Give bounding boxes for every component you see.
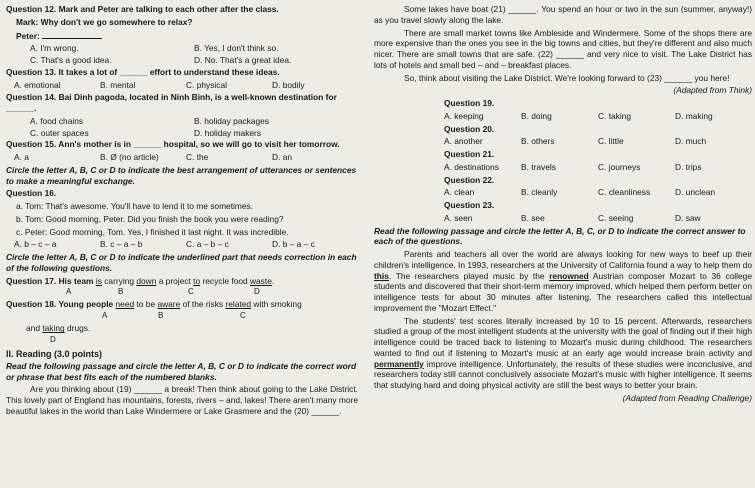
p5-text-1: Parents and teachers all over the world are always looking for new ways to beef up their children's intelligence. In 1993, researchers at the University of California found a way to help them do — [374, 249, 752, 270]
p5-text-2: . The researchers played music by the — [388, 270, 550, 281]
q20-option-d[interactable]: D. much — [675, 136, 707, 147]
q16-option-a[interactable]: A. b – c – a — [14, 239, 57, 250]
left-column — [6, 4, 358, 419]
q12-options-row1 — [6, 43, 358, 54]
q17-label-a: A — [66, 287, 72, 297]
passage-paragraph-5 — [374, 249, 752, 314]
q12-option-a[interactable]: A. I'm wrong. — [30, 43, 79, 54]
q16-option-d[interactable]: D. b – a – c — [272, 239, 315, 250]
q20-option-a[interactable]: A. another — [444, 136, 483, 147]
q13-option-c[interactable]: C. physical — [186, 79, 227, 90]
p5-underline-renowned: renowned — [549, 270, 589, 281]
q21-option-a[interactable]: A. destinations — [444, 161, 499, 172]
q18-text-1: to be — [134, 299, 158, 310]
q12-option-d[interactable]: D. No. That's a great idea. — [194, 55, 292, 65]
q22-option-b[interactable]: B. cleanly — [521, 187, 558, 198]
q14-option-d[interactable]: D. holiday makers — [194, 127, 262, 138]
passage-paragraph-2: Some lakes have boat (21) ______. You spend an hour or two in the sun (summer, anyway!) as you travel slowly along the lake. — [374, 4, 752, 25]
p6-text-1: The students' test scores literally increased by 10 to 15 percent. Afterwards, researchers studied a group of the most intelligent students at the university with the goal of finding out if their high intelligence could be traced back to listening to Mozart's music during childhood. The researchers wanted to find out if listening to Mozart's music at an early age would increase brain activity and — [374, 315, 752, 358]
q18-letter-label-d-row — [6, 335, 358, 345]
q17-underline-a[interactable]: is — [95, 275, 102, 286]
passage-paragraph-3: There are small market towns like Ambleside and Windermere. Some of the shops there are more expensive than the ones you see in the big towns and cities, but they're different and also much nicer. There are small towns that are safe. (22) ______ and very nice to visit. The Lake District has lots of hotels and small bed – and – breakfast places. — [374, 27, 752, 70]
q17-label-d: D — [254, 287, 260, 297]
q16-title: Question 16. — [6, 188, 57, 199]
q13-options — [6, 80, 358, 91]
q22-option-d[interactable]: D. unclean — [675, 187, 716, 198]
q18-underline-c[interactable]: related — [225, 299, 252, 310]
q23-option-d[interactable]: D. saw — [675, 212, 701, 223]
passage-paragraph-6 — [374, 316, 752, 391]
q19-options — [374, 111, 752, 122]
q20-option-b[interactable]: B. others — [521, 136, 555, 147]
instruction-reading-comprehension: Read the following passage and circle the letter A, B, C, or D to indicate the correct answer to each of the questions. — [374, 225, 746, 247]
q14-option-b[interactable]: B. holiday packages — [194, 115, 269, 126]
q15-option-a[interactable]: A. a — [14, 152, 29, 162]
q14-options-row2 — [6, 128, 358, 139]
q18-sentence — [6, 299, 358, 310]
q17-sentence — [6, 276, 358, 287]
q16-option-b[interactable]: B. c – a – b — [100, 239, 143, 250]
q18-text-4: and — [26, 323, 43, 334]
instruction-reading-cloze: Read the following passage and circle the letter A, B, C or D to indicate the correct word or phrase that best fits each of the numbered blanks. — [6, 360, 357, 382]
q17-text-2: a project — [156, 275, 194, 286]
p6-underline-permanently: permanently — [374, 358, 424, 369]
q19-option-b[interactable]: B. doing — [521, 110, 552, 121]
q23-option-a[interactable]: A. seen — [444, 212, 473, 223]
q23-options — [374, 213, 752, 224]
q16-line-b: b. Tom: Good morning, Peter. Did you finish the book you were reading? — [16, 213, 284, 224]
q18-sentence-line2 — [6, 323, 358, 334]
q19-option-a[interactable]: A. keeping — [444, 110, 484, 121]
q19-option-d[interactable]: D. making — [675, 110, 713, 121]
q22-option-a[interactable]: A. clean — [444, 187, 475, 198]
q21-options — [374, 162, 752, 173]
q12-peter-line — [6, 30, 358, 42]
q16-options — [6, 239, 358, 250]
q18-underline-d[interactable]: taking — [42, 323, 65, 334]
q12-options-row2 — [6, 55, 358, 66]
q14-option-a[interactable]: A. food chains — [30, 115, 84, 126]
q19-title: Question 19. — [444, 98, 495, 108]
q16-line-c: c. Peter: Good morning, Tom. Yes, I finished it last night. It was incredible. — [16, 226, 289, 237]
q17-letter-labels — [6, 287, 358, 297]
q15-option-c[interactable]: C. the — [186, 152, 209, 162]
q14-title: Question 14. Bai Dinh pagoda, located in Ninh Binh, is a well-known destination for ______. — [6, 92, 337, 113]
q18-label-d: D — [50, 335, 56, 345]
q21-option-d[interactable]: D. trips — [675, 161, 702, 172]
q20-title: Question 20. — [444, 123, 495, 134]
q18-text-2: of the risks — [180, 299, 226, 310]
section-reading-title: II. Reading (3.0 points) — [6, 349, 103, 360]
right-column — [374, 4, 752, 406]
q21-option-c[interactable]: C. journeys — [598, 161, 641, 172]
q20-options — [374, 136, 752, 147]
q15-title: Question 15. Ann's mother is in ______ hospital, so we will go to visit her tomorrow. — [6, 139, 340, 150]
q18-end: drugs. — [64, 323, 91, 334]
q13-option-a[interactable]: A. emotional — [14, 79, 61, 90]
q19-option-c[interactable]: C. taking — [598, 110, 632, 121]
q15-option-d[interactable]: D. an — [272, 152, 293, 162]
q18-text-3: with smoking — [251, 299, 302, 310]
q14-options-row1 — [6, 116, 358, 127]
q17-underline-d[interactable]: waste — [249, 275, 272, 286]
q22-options — [374, 187, 752, 198]
q23-title: Question 23. — [444, 200, 495, 210]
q12-title: Question 12. Mark and Peter are talking to each other after the class. — [6, 4, 279, 14]
q22-option-c[interactable]: C. cleanliness — [598, 187, 651, 198]
source-note-think: (Adapted from Think) — [673, 85, 752, 96]
q17-text-3: recycle food — [200, 275, 250, 286]
instruction-correction: Circle the letter A, B, C or D to indicate the underlined part that needs correction in each of the following questions. — [6, 252, 357, 273]
q17-label-b: B — [118, 287, 124, 297]
q17-text-1: carrying — [101, 275, 137, 286]
q12-mark-line: Mark: Why don't we go somewhere to relax? — [16, 16, 193, 27]
q12-option-c[interactable]: C. That's a good idea. — [30, 55, 112, 65]
q17-label-c: C — [188, 287, 194, 297]
q23-option-b[interactable]: B. see — [521, 212, 545, 223]
q13-option-d[interactable]: D. bodily — [272, 79, 305, 90]
q23-option-c[interactable]: C. seeing — [598, 212, 634, 223]
q13-option-b[interactable]: B. mental — [100, 79, 136, 90]
q18-label-b: B — [158, 311, 164, 321]
passage-paragraph-4: So, think about visiting the Lake District. We're looking forward to (23) ______ you here! — [404, 72, 730, 83]
q17-underline-b[interactable]: down — [136, 275, 157, 286]
q16-option-c[interactable]: C. a – b – c — [186, 239, 229, 250]
q18-label-c: C — [240, 311, 246, 321]
q15-options — [6, 152, 358, 163]
q21-title: Question 21. — [444, 149, 495, 159]
q12-option-b[interactable]: B. Yes, I don't think so. — [194, 43, 279, 54]
q18-lead: Question 18. Young people — [6, 299, 116, 310]
q22-title: Question 22. — [444, 174, 495, 185]
q18-letter-labels — [6, 311, 358, 321]
q21-option-b[interactable]: B. travels — [521, 161, 556, 172]
p5-text-3: Austrian composer Mozart to 36 college students and discovered that their short-term memory improved, which helped them perform better on intelligence tests for about 30 minutes after listening. The researchers called this intellectual improvement the "Mozart Effect." — [374, 270, 752, 313]
q12-peter-blank — [42, 30, 102, 39]
p6-text-2: improve intelligence. Unfortunately, the results of these studies were inconclusive, and researchers today still cannot conclusively associate Mozart's music with higher intelligence. It seems that studying hard and doing physical activity are still the best ways to better your brain. — [374, 358, 752, 390]
q18-underline-a[interactable]: need — [115, 299, 135, 310]
q17-underline-c[interactable]: to — [193, 275, 201, 286]
p5-underline-this: this — [374, 270, 389, 281]
source-note-reading-challenge: (Adapted from Reading Challenge) — [622, 392, 752, 403]
q20-option-c[interactable]: C. little — [598, 136, 624, 147]
q12-peter-label: Peter: — [16, 30, 43, 41]
q18-label-a: A — [102, 311, 108, 321]
q18-underline-b[interactable]: aware — [157, 299, 181, 310]
q14-option-c[interactable]: C. outer spaces — [30, 127, 89, 138]
q17-lead: Question 17. His team — [6, 275, 96, 286]
q16-line-a: a. Tom: That's awesome. You'll have to lend it to me sometimes. — [16, 201, 254, 211]
q13-title: Question 13. It takes a lot of ______ effort to understand these ideas. — [6, 66, 280, 77]
q17-end: . — [271, 275, 275, 286]
q15-option-b[interactable]: B. Ø (no article) — [100, 152, 159, 162]
instruction-arrangement: Circle the letter A, B, C or D to indicate the best arrangement of utterances or sentences to make a meaningful exchange. — [6, 164, 357, 186]
passage-paragraph-1: Are you thinking about (19) ______ a break! Then think about going to the Lake District. This lovely part of England has mountains, forests, rivers – and, lakes! There aren't many more beautiful lakes in the world than Lake Windermere or Lake Grasmere and the (20) ______. — [6, 384, 358, 416]
